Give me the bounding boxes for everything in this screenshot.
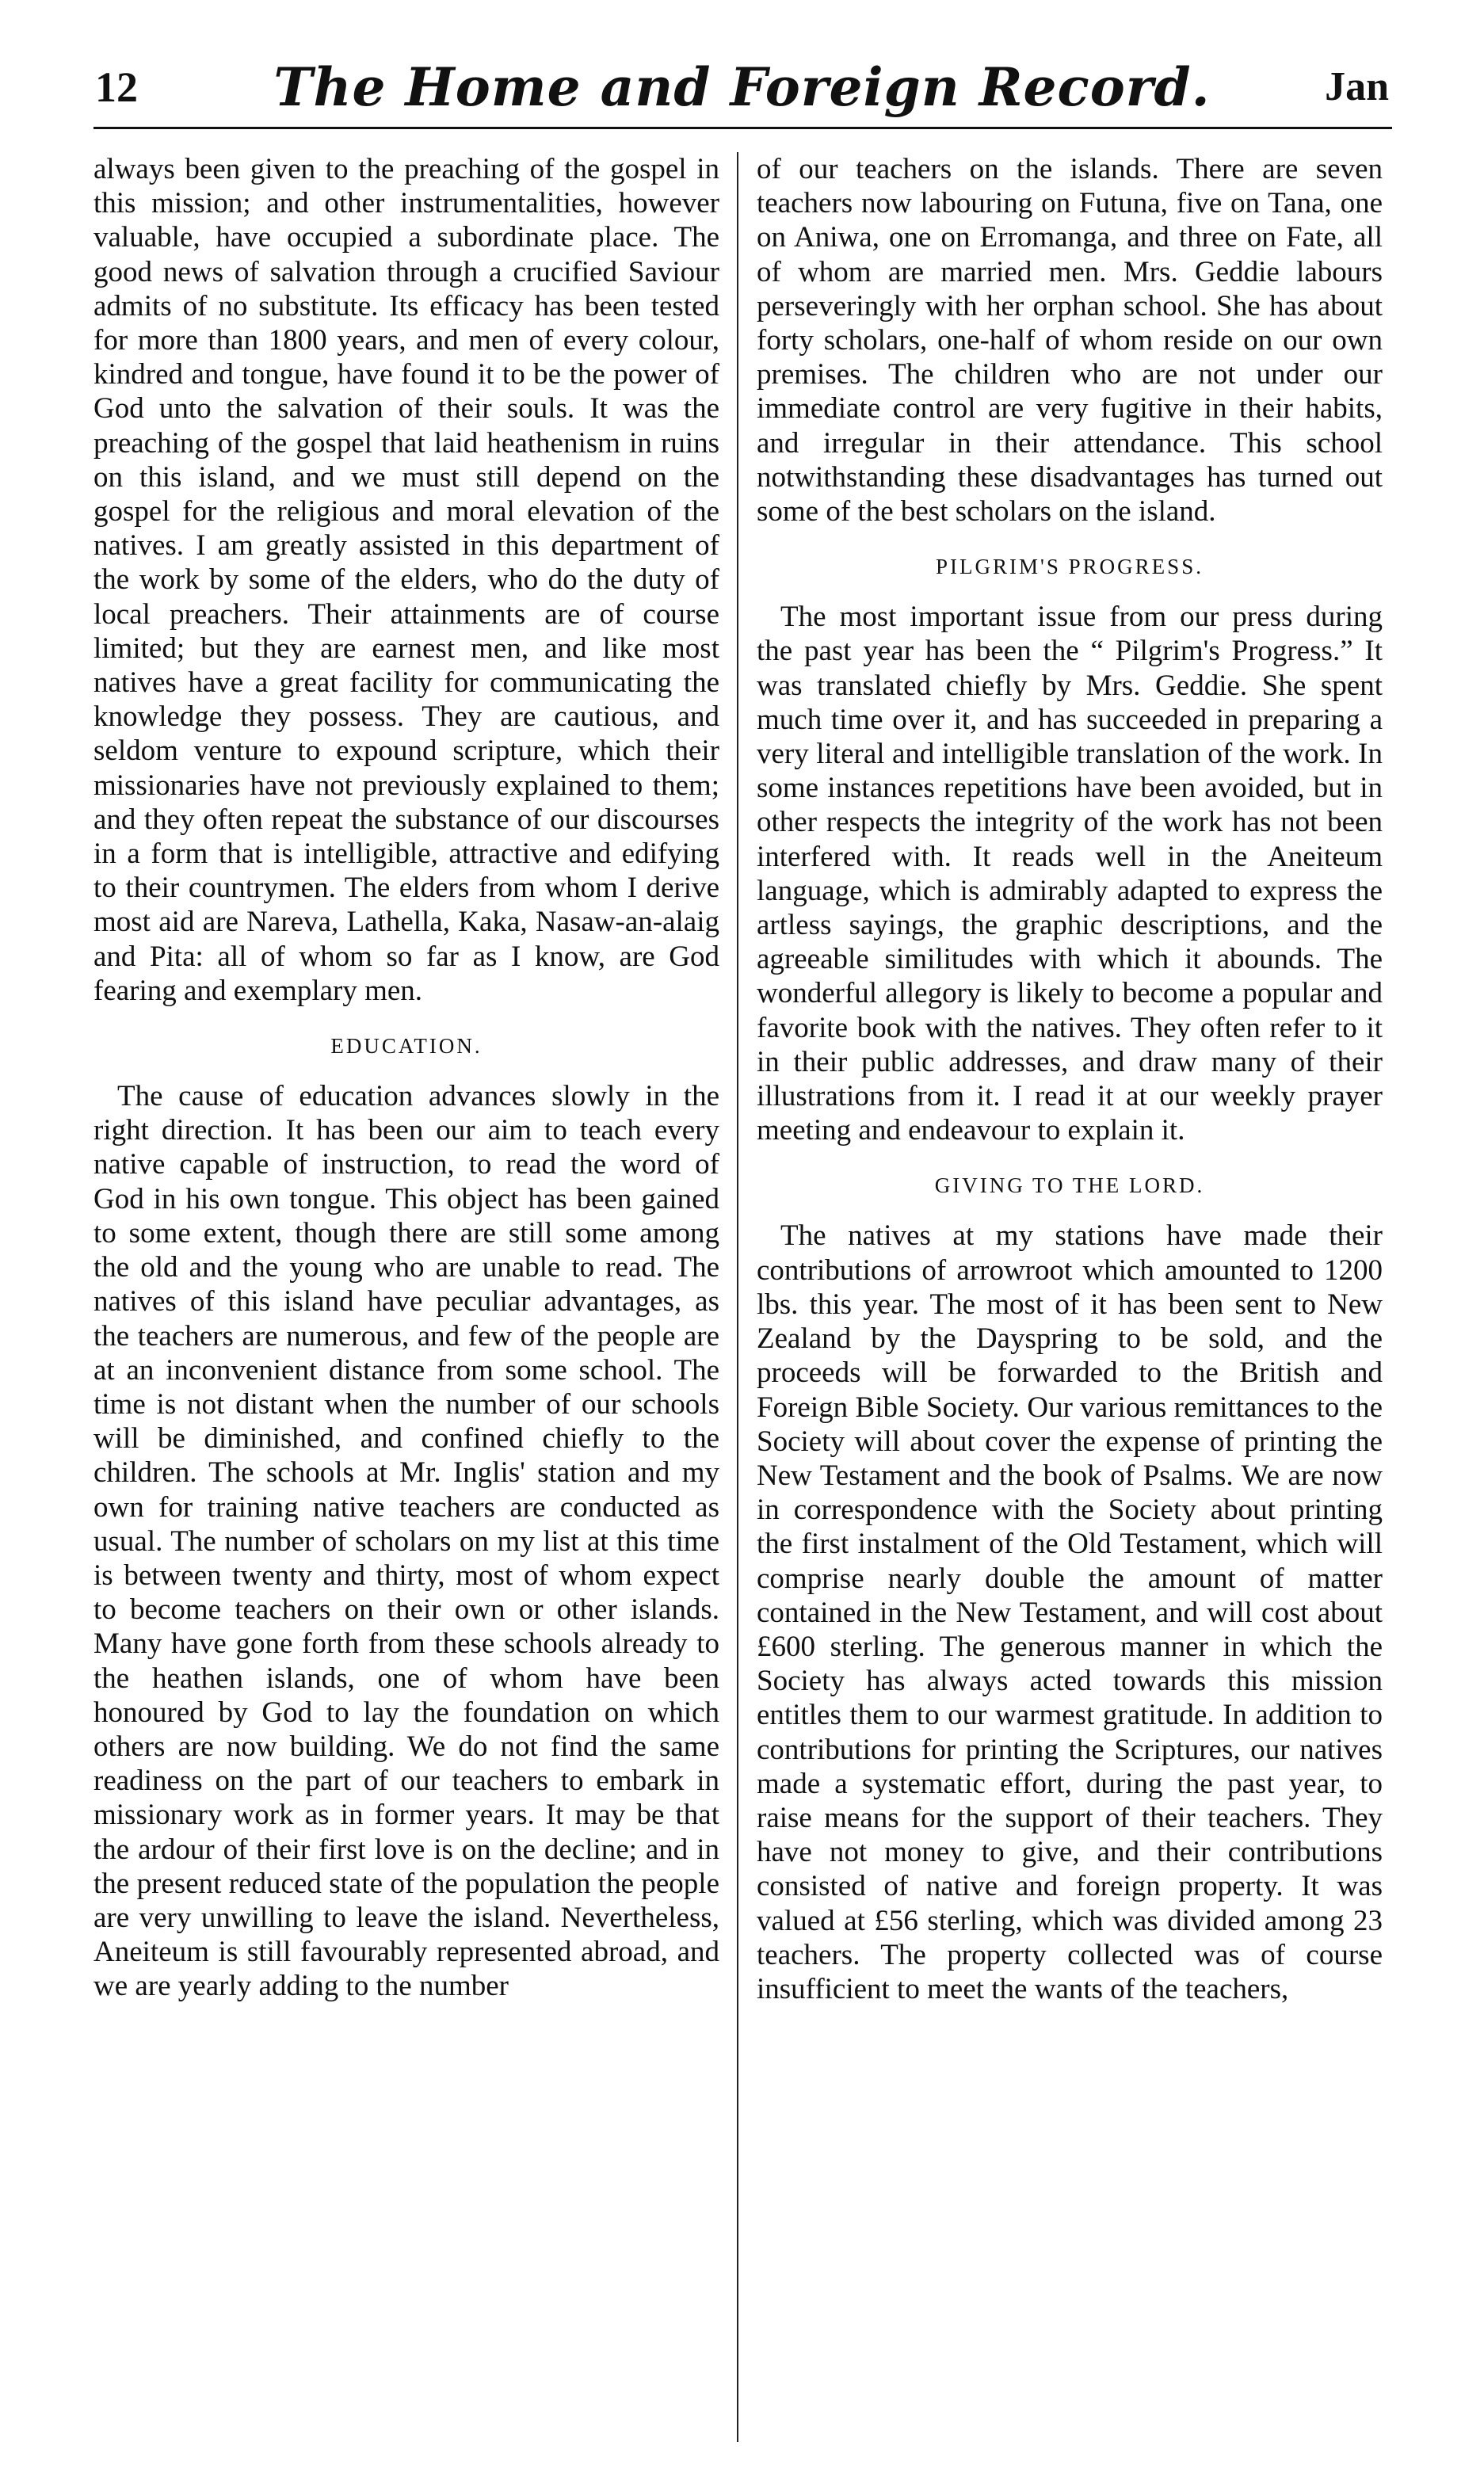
paragraph-giving: The natives at my stations have made their contributions of arrowroot which amounted to 1200 lbs. this year. The most of it has been sent to New Zealand by the Dayspring to be sold, and the proceeds will be forwarded to the British and Foreign Bible Society. Our various remittances to the Society will about cover the expense of printing the New Testament and the book of Psalms. We are now in correspondence with the Society about printing the first instalment of the Old Testament, which will comprise nearly double the amount of matter contained in the New Testament, and will cost about £600 sterling. The generous manner in which the Society has always acted towards this mission entitles them to our warmest gratitude. In addition to contributions for printing the Scriptures, our natives made a systematic effort, during the past year, to raise means for the support of their teachers. They have not money to give, and their contributions consisted of native and foreign property. It was valued at £56 sterling, which was divided among 23 teachers. The property collected was of course insufficient to meet the wants of the teachers, [757, 1219, 1383, 2005]
paragraph-teachers: of our teachers on the islands. There are seven teachers now labouring on Futuna, five on Tana, one on Aniwa, one on Erromanga, and three on Fate, all of whom are married men. Mrs. Geddie labours perseveringly with her orphan school. She has about forty scholars, one-half of whom reside on our own premises. The children who are not under our immediate control are very fugitive in their habits, and irregular in their attendance. This school notwithstanding these disadvantages has turned out some of the best scholars on the island. [757, 153, 1383, 528]
paragraph-education: The cause of education advances slowly in the right direction. It has been our aim to teach every native capable of instruction, to read the word of God in his own tongue. This object has been gained to some extent, though there are still some among the old and the young who are unable to read. The natives of this island have peculiar advantages, as the teachers are numerous, and few of the people are at an inconvenient distance from some school. The time is not distant when the number of our schools will be diminished, and confined chiefly to the children. The schools at Mr. Inglis' station and my own for training native teachers are conducted as usual. The number of scholars on my list at this time is between twenty and thirty, most of whom expect to become teachers on their own or other islands. Many have gone forth from these schools already to the heathen islands, one of whom have been honoured by God to lay the foundation on which others are now building. We do not find the same readiness on the part of our teachers to embark in missionary work as in former years. It may be that the ardour of their first love is on the decline; and in the present reduced state of the population the people are very unwilling to leave the island. Nevertheless, Aneiteum is still favourably represented abroad, and we are yearly adding to the number [93, 1080, 719, 2003]
header-rule [93, 127, 1392, 129]
running-month: Jan [1325, 64, 1389, 109]
page-header [95, 55, 1389, 119]
section-heading-pilgrims-progress: PILGRIM'S PROGRESS. [936, 555, 1204, 579]
journal-title: The Home and Foreign Record. [273, 56, 1211, 118]
page-number: 12 [95, 63, 138, 111]
section-heading-giving: GIVING TO THE LORD. [934, 1173, 1205, 1198]
column-divider [737, 152, 738, 2442]
left-column [93, 152, 719, 2450]
paragraph-pilgrims-progress: The most important issue from our press during the past year has been the “ Pilgrim's Progress.” It was translated chiefly by Mrs. Geddie. She spent much time over it, and has succeeded in preparing a very literal and intelligible translation of the work. In some instances repetitions have been avoided, but in other respects the integrity of the work has not been interfered with. It reads well in the Aneiteum language, which is admirably adapted to express the artless sayings, the graphic descriptions, and the agreeable similitudes with which it abounds. The wonderful allegory is likely to become a popular and favorite book with the natives. They often refer to it in their public addresses, and draw many of their illustrations from it. I read it at our weekly prayer meeting and endeavour to explain it. [757, 601, 1383, 1147]
paragraph-preaching: always been given to the preaching of the gospel in this mission; and other instrumentalities, however valuable, have occupied a subordinate place. The good news of salvation through a crucified Saviour admits of no substitute. Its efficacy has been tested for more than 1800 years, and men of every colour, kindred and tongue, have found it to be the power of God unto the salvation of their souls. It was the preaching of the gospel that laid heathenism in ruins on this island, and we must still depend on the gospel for the religious and moral elevation of the natives. I am greatly assisted in this department of the work by some of the elders, who do the duty of local preachers. Their attainments are of course limited; but they are earnest men, and like most natives have a great facility for communicating the knowledge they possess. They are cautious, and seldom venture to expound scripture, which their missionaries have not previously explained to them; and they often repeat the substance of our discourses in a form that is intelligible, attractive and edifying to their countrymen. The elders from whom I derive most aid are Nareva, Lathella, Kaka, Nasaw-an-alaig and Pita: all of whom so far as I know, are God fearing and exemplary men. [93, 153, 719, 1007]
section-heading-education: EDUCATION. [330, 1034, 483, 1059]
right-column [757, 152, 1383, 2450]
